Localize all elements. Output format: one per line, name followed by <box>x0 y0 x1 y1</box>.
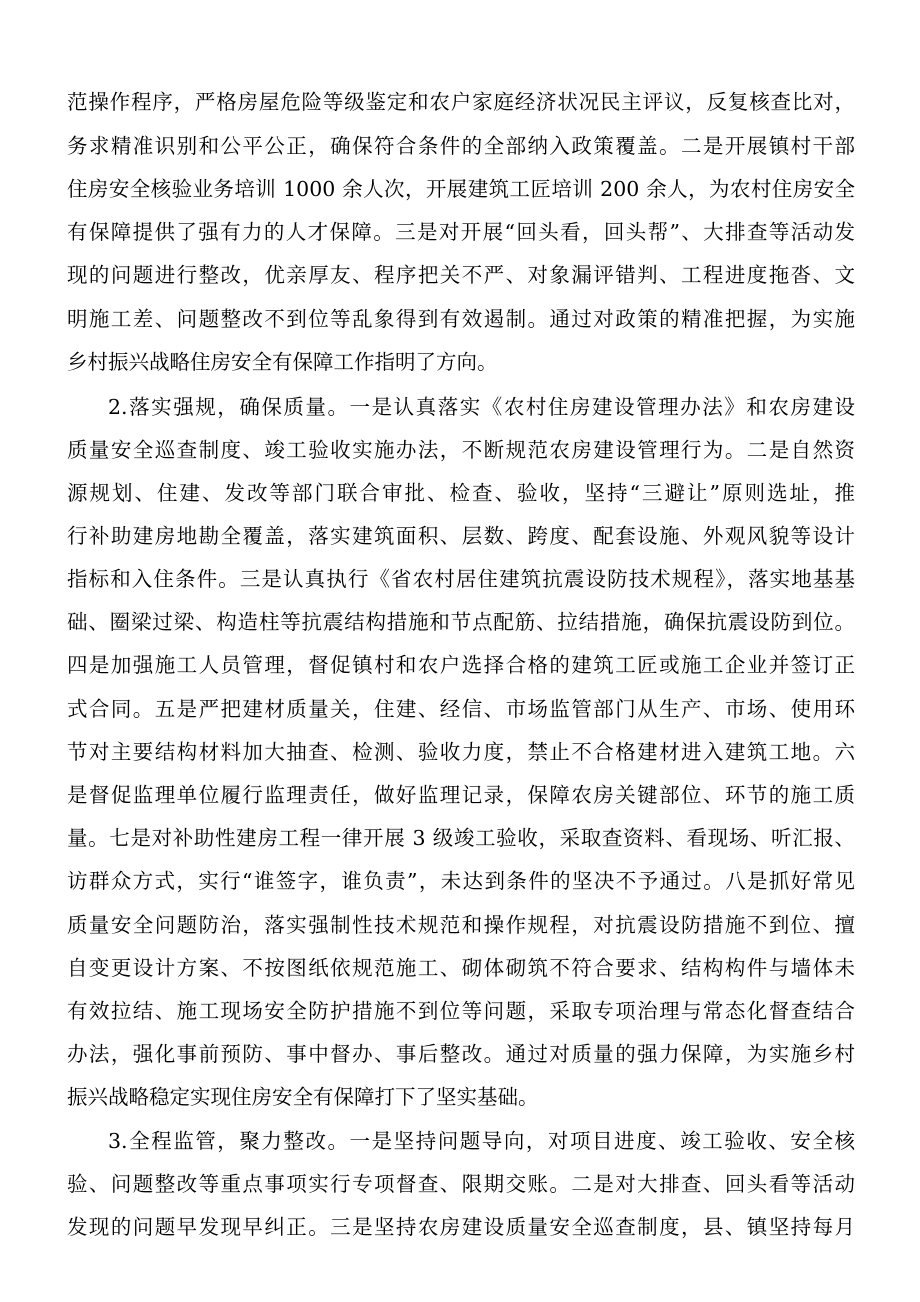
text-line: 础、圈梁过梁、构造柱等抗震结构措施和节点配筋、拉结措施，确保抗震设防到位。 <box>67 610 855 634</box>
text-line: 现的问题进行整改，优亲厚友、程序把关不严、对象漏评错判、工程进度拖沓、文 <box>67 263 855 287</box>
text-line: 是督促监理单位履行监理责任，做好监理记录，保障农房关键部位、环节的施工质 <box>67 783 855 807</box>
text-line: 自变更设计方案、不按图纸依规范施工、砌体砌筑不符合要求、结构构件与墙体未 <box>67 956 855 980</box>
text-line: 办法，强化事前预防、事中督办、事后整改。通过对质量的强力保障，为实施乡村 <box>67 1042 855 1066</box>
text-line: 有效拉结、施工现场安全防护措施不到位等问题，采取专项治理与常态化督查结合 <box>67 999 855 1023</box>
text-line: 行补助建房地勘全覆盖，落实建筑面积、层数、跨度、配套设施、外观风貌等设计 <box>67 524 855 548</box>
paragraph-start-line: 2.落实强规，确保质量。一是认真落实《农村住房建设管理办法》和农房建设 <box>108 395 855 419</box>
text-line: 量。七是对补助性建房工程一律开展 3 级竣工验收，采取查资料、看现场、听汇报、 <box>67 826 855 850</box>
paragraph-end-line: 振兴战略稳定实现住房安全有保障打下了坚实基础。 <box>67 1085 539 1109</box>
text-line: 访群众方式，实行“谁签字，谁负责”，未达到条件的坚决不予通过。八是抓好常见 <box>67 869 855 893</box>
text-line: 范操作程序，严格房屋危险等级鉴定和农户家庭经济状况民主评议，反复核查比对， <box>67 90 855 114</box>
text-line: 住房安全核验业务培训 1000 余人次，开展建筑工匠培训 200 余人，为农村住房安全 <box>67 177 855 201</box>
text-line: 式合同。五是严把建材质量关，住建、经信、市场监管部门从生产、市场、使用环 <box>67 697 855 721</box>
text-line: 源规划、住建、发改等部门联合审批、检查、验收，坚持“三避让”原则选址，推 <box>67 481 855 505</box>
text-line: 节对主要结构材料加大抽查、检测、验收力度，禁止不合格建材进入建筑工地。六 <box>67 740 855 764</box>
text-line: 发现的问题早发现早纠正。三是坚持农房建设质量安全巡查制度，县、镇坚持每月 <box>67 1215 855 1239</box>
text-line: 质量安全问题防治，落实强制性技术规范和操作规程，对抗震设防措施不到位、擅 <box>67 913 855 937</box>
text-line: 务求精准识别和公平公正，确保符合条件的全部纳入政策覆盖。二是开展镇村干部 <box>67 134 855 158</box>
text-line: 四是加强施工人员管理，督促镇村和农户选择合格的建筑工匠或施工企业并签订正 <box>67 653 855 677</box>
text-line: 有保障提供了强有力的人才保障。三是对开展“回头看，回头帮”、大排查等活动发 <box>67 220 855 244</box>
text-line: 指标和入住条件。三是认真执行《省农村居住建筑抗震设防技术规程》，落实地基基 <box>67 567 855 591</box>
text-line: 验、问题整改等重点事项实行专项督查、限期交账。二是对大排查、回头看等活动 <box>67 1172 855 1196</box>
paragraph-end-line: 乡村振兴战略住房安全有保障工作指明了方向。 <box>67 350 498 374</box>
text-line: 质量安全巡查制度、竣工验收实施办法，不断规范农房建设管理行为。二是自然资 <box>67 438 855 462</box>
paragraph-start-line: 3.全程监管，聚力整改。一是坚持问题导向，对项目进度、竣工验收、安全核 <box>108 1129 855 1153</box>
text-line: 明施工差、问题整改不到位等乱象得到有效遏制。通过对政策的精准把握，为实施 <box>67 307 855 331</box>
